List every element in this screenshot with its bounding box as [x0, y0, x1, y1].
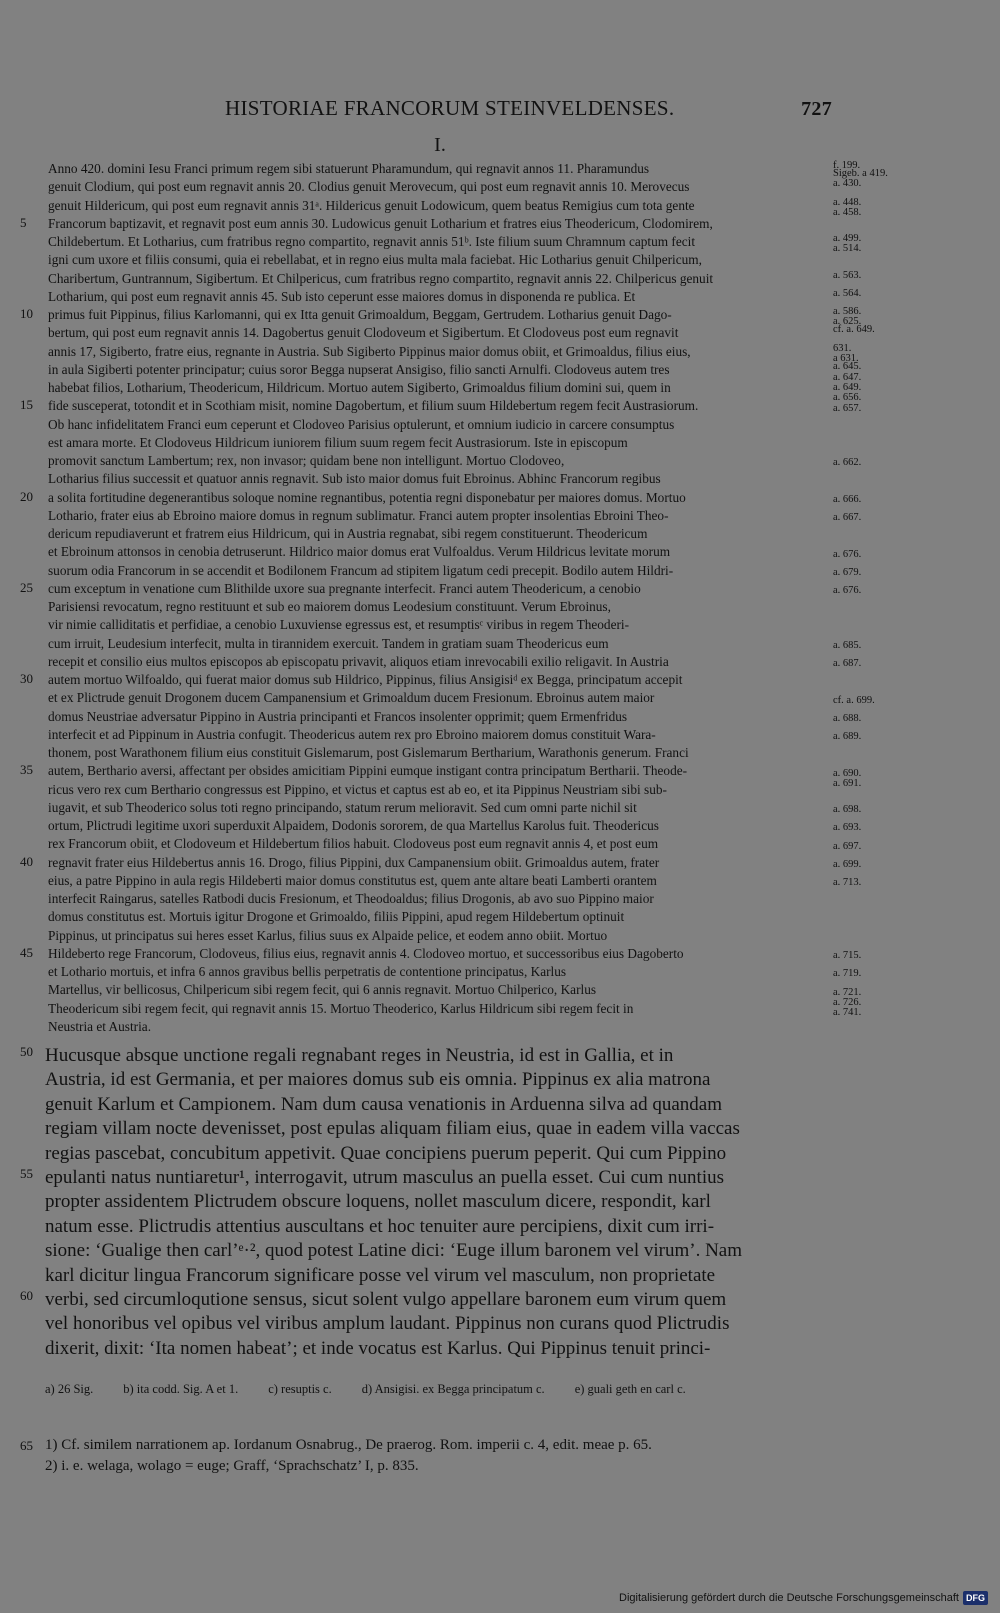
line-number: 55	[20, 1166, 33, 1181]
text-line: sione: ‘Gualige then carl’ᵉ·², quod potest Latine dici: ‘Euge illum baronem vel virum’. Nam	[45, 1240, 743, 1262]
margin-note: a. 699.	[833, 858, 862, 870]
digitization-credit	[619, 1591, 988, 1605]
margin-note: a. 448.	[833, 196, 862, 208]
text-line: genuit Hildericum, qui post eum regnavit annis 31ᵃ. Hildericus genuit Lodowicum, quem beatus Remigius cum tota gente	[48, 197, 695, 213]
line-number: 40	[20, 854, 33, 869]
text-line: interfecit et ad Pippinum in Austria confugit. Theodericus autem rex pro Ebroino maiorem domus constituit Wara-	[48, 726, 656, 742]
running-header	[225, 96, 832, 121]
margin-note: a. 676.	[833, 548, 862, 560]
text-line: domus Neustriae adversatur Pippino in Austria principanti et Francos insolenter opprimit; quem Ermenfridus	[48, 708, 628, 724]
text-line: Lotharium, qui post eum regnavit annis 45. Sub isto ceperunt esse maiores domus in disponenda re publica. Et	[48, 288, 636, 304]
text-line: dericum repudiaverunt et fratrem eius Hildricum, qui in Austria regnabat, sibi regem constituerunt. Theodericum	[48, 526, 648, 541]
margin-note: a. 726.	[833, 996, 862, 1008]
footnote-numeric: 2) i. e. welaga, wolago = euge; Graff, ‘Sprachschatz’ I, p. 835.	[45, 1458, 419, 1474]
margin-note: a. 685.	[833, 639, 862, 651]
margin-note: a. 586.	[833, 306, 862, 317]
text-line: genuit Clodium, qui post eum regnavit annis 20. Clodius genuit Merovecum, qui post eum regnavit annis 10. Merovecus	[48, 179, 690, 195]
text-line: iugavit, et sub Theoderico solus toti regno principando, statum rerum melioravit. Sed cum omni parte nichil sit	[48, 799, 637, 815]
text-line: suorum odia Francorum in se accendit et Bodilonem Francum ad stipitem ligatum cedi precepit. Bodilo autem Hildri-	[48, 562, 674, 578]
text-line: ortum, Plictrudi legitime uxori superduxit Alpaidem, Dodonis sororem, de qua Martellus Karolus fuit. Theodericus	[48, 818, 659, 833]
margin-note: 631.	[833, 342, 852, 354]
page-number: 727	[801, 98, 832, 120]
dfg-logo: DFG	[963, 1591, 988, 1605]
text-line: ricus vero rex cum Berthario congressus est Pippino, et victus et captus est ab eo, et ita Pippinus Neustriam sibi sub-	[48, 781, 667, 797]
margin-note: Sigeb. a 419.	[833, 168, 888, 180]
text-line: Charibertum, Guntrannum, Sigibertum. Et Chilpericus, cum fratribus regno compartito, regnavit annis 22. Chilpericus genuit	[48, 270, 714, 286]
text-line: est amara morte. Et Clodoveus Hildricum iuniorem filium suum regem fecit Austrasiorum. Iste in episcopum	[48, 434, 628, 450]
margin-note: a. 688.	[833, 712, 862, 724]
margin-note: a 631.	[833, 352, 859, 364]
text-line: verbi, sed circumloqutione sensus, sicut solent vulgo appellare baronem eum virum quem	[45, 1288, 727, 1310]
margin-note: a. 676.	[833, 585, 862, 597]
margin-note: a. 679.	[833, 566, 862, 578]
text-line: Francorum baptizavit, et regnavit post eum annis 30. Ludowicus genuit Lotharium et fratres eius Theodericum, Clodomirem,	[48, 215, 713, 231]
margin-note: a. 687.	[833, 658, 862, 670]
text-line: Theodericum sibi regem fecit, qui regnavit annis 15. Mortuo Theoderico, Karlus Hildricum sibi regem fecit in	[48, 1000, 634, 1016]
text-line: propter assidentem Plictrudem obscure loquens, nollet masculum dicere, respondit, karl	[45, 1191, 711, 1213]
line-number: 15	[20, 397, 33, 412]
text-line: a solita fortitudine degenerantibus soloque nomine regnantibus, potentia regni disponebatur per maiores domus. Mortuo	[48, 489, 686, 505]
text-line: et Ebroinum attonsos in cenobia detruserunt. Hildrico maior domus erat Vulfoaldus. Verum Hildricus levitate morum	[48, 544, 671, 560]
footnote-alpha: a) 26 Sig.	[45, 1382, 94, 1396]
text-line: et Lothario mortuis, et infra 6 annos gravibus bellis perpetratis de contentione principatus, Karlus	[48, 964, 567, 979]
margin-note: a. 563.	[833, 269, 862, 281]
text-line: Ob hanc infidelitatem Franci eum ceperunt et Clodoveo Parisius optulerunt, et omnium iudicio in carcere consumptus	[48, 416, 675, 432]
text-line: cum irruit, Leudesium interfecit, multa in tirannidem exercuit. Tandem in gratiam suam Theodericus eum	[48, 635, 609, 651]
margin-note: a. 499.	[833, 233, 862, 244]
text-line: in aula Sigiberti potenter principatur; cuius soror Begga nupserat Ansigiso, filio sancti Arnulfi. Clodoveus autem tres	[48, 361, 670, 377]
text-line: Childebertum. Et Lotharius, cum fratribus regno compartito, regnavit annis 51ᵇ. Iste filium suum Chramnum captum fecit	[48, 234, 696, 249]
text-line: Hildeberto rege Francorum, Clodoveus, filius eius, regnavit annis 4. Clodoveo mortuo, et successoribus eius Dagoberto	[48, 945, 684, 961]
footnote-alpha: e) guali geth en carl c.	[574, 1382, 686, 1396]
line-number: 5	[20, 215, 27, 230]
text-line: promovit sanctum Lambertum; rex, non invasor; quidam bene non intelligunt. Mortuo Clodoveo,	[48, 453, 565, 468]
text-line: Neustria et Austria.	[48, 1018, 152, 1034]
credit-text: Digitalisierung gefördert durch die Deutsche Forschungsgemeinschaft	[619, 1592, 959, 1604]
text-line: habebat filios, Lotharium, Theodericum, Hildricum. Mortuo autem Sigiberto, Grimoaldus filium domini sui, quem in	[48, 380, 671, 395]
margin-note: a. 645.	[833, 360, 862, 372]
margin-note: a. 430.	[833, 178, 862, 190]
margin-note: a. 657.	[833, 402, 862, 414]
text-line: eius, a patre Pippino in aula regis Hildeberti maior domus constitutus est, quem ante altare beati Lamberti orantem	[48, 872, 657, 888]
text-line: regias pascebat, concubitum appetivit. Quae concipiens puerum peperit. Qui cum Pippino	[45, 1142, 727, 1164]
margin-note: a. 666.	[833, 493, 862, 505]
margin-note: cf. a. 699.	[833, 694, 875, 706]
text-line: epulanti natus nuntiaretur¹, interrogavit, utrum masculus an puella esset. Cui cum nuntius	[45, 1166, 724, 1188]
text-line: genuit Karlum et Campionem. Nam dum causa venationis in Arduenna silva ad quandam	[45, 1093, 722, 1115]
text-line: regnavit frater eius Hildebertus annis 16. Drogo, filius Pippini, dux Campanensium obiit. Grimoaldus autem, frater	[48, 854, 660, 870]
margin-note: a. 697.	[833, 840, 862, 852]
line-number: 20	[20, 489, 33, 504]
line-number: 35	[20, 762, 33, 777]
text-line: autem mortuo Wilfoaldo, qui fuerat maior domus sub Hildrico, Pippinus, filius Ansigisiᵈ ex Begga, principatum accepit	[48, 672, 683, 687]
footnote-numeric: 1) Cf. similem narrationem ap. Iordanum Osnabrug., De praerog. Rom. imperii c. 4, edit. meae p. 65.	[45, 1437, 652, 1453]
line-number: 65	[20, 1438, 33, 1453]
margin-note: a. 649.	[833, 381, 862, 393]
margin-note: a. 691.	[833, 777, 862, 789]
margin-note: a. 647.	[833, 371, 862, 383]
margin-note: a. 690.	[833, 767, 862, 779]
footnote-alpha: c) resuptis c.	[268, 1382, 332, 1396]
margin-note: a. 667.	[833, 512, 862, 524]
margin-note: a. 719.	[833, 968, 862, 980]
text-line: cum exceptum in venatione cum Blithilde uxore sua pregnante interfecit. Franci autem Theodericum, a cenobio	[48, 580, 641, 596]
line-number: 50	[20, 1044, 33, 1059]
text-line: dixerit, dixit: ‘Ita nomen habeat’; et inde vocatus est Karlus. Qui Pippinus tenuit princi-	[45, 1337, 711, 1359]
text-line: karl dicitur lingua Francorum significare posse vel virum vel masculum, non proprietate	[45, 1264, 716, 1286]
text-line: autem, Berthario aversi, affectant per obsides amicitiam Pippini eumque instigant contra principatum Bertharii. Theode-	[48, 763, 688, 779]
margin-note: cf. a. 649.	[833, 324, 875, 336]
text-line: Pippinus, ut principatus sui heres esset Karlus, filius suus ex Alpaide pelice, et eodem anno obiit. Mortuo	[48, 927, 608, 943]
text-line: Lotharius filius successit et quatuor annis regnavit. Sub isto maior domus fuit Ebroinus. Abhinc Francorum regibus	[48, 471, 661, 487]
text-line: et ex Plictrude genuit Drogonem ducem Campanensium et Grimoaldum ducem Fresionum. Ebroinus autem maior	[48, 690, 655, 706]
text-line: Anno 420. domini Iesu Franci primum regem sibi statuerunt Pharamundum, qui regnavit annos 11. Pharamundus	[48, 161, 650, 176]
margin-note: a. 693.	[833, 822, 862, 834]
text-line: regiam villam nocte devenisset, post epulas aliquam filiam eius, quae in eadem villa vaccas	[45, 1118, 740, 1140]
margin-note: a. 656.	[833, 391, 862, 403]
text-line: Austria, id est Germania, et per maiores domus sub eis omnia. Pippinus ex alia matrona	[45, 1069, 711, 1091]
text-line: recepit et consilio eius multos episcopos ab episcopatu privavit, aliquos etiam inrevocabili exilio religavit. In Austria	[48, 653, 669, 669]
text-line: Martellus, vir bellicosus, Chilpericum sibi regem fecit, qui 6 annis regnavit. Mortuo Chilperico, Karlus	[48, 982, 597, 998]
running-title: HISTORIAE FRANCORUM STEINVELDENSES.	[225, 96, 675, 120]
text-line: thonem, post Warathonem filium eius constituit Gislemarum, post Gislemarum Bertharium, Warathonis generum. Franci	[48, 745, 689, 760]
text-line: fide susceperat, totondit et in Scothiam misit, nomine Dagobertum, et filium suum Hildebertum regem fecit Austrasiorum.	[48, 398, 699, 414]
margin-note: f. 199.	[833, 160, 861, 171]
text-line: Parisiensi revocatum, regno restituunt et sub eo maiorem domus Leodesium constituunt. Verum Ebroinus,	[48, 599, 611, 614]
chronicle-body	[20, 160, 828, 1036]
margin-note: a. 514.	[833, 243, 862, 255]
text-line: domus constitutus est. Mortuis igitur Drogone et Grimoaldo, filiis Pippini, apud regem Hildebertum optinuit	[48, 909, 625, 925]
margin-note: a. 713.	[833, 877, 862, 889]
line-number: 45	[20, 945, 33, 960]
text-line: Hucusque absque unctione regali regnabant reges in Neustria, id est in Gallia, et in	[45, 1045, 674, 1066]
margin-note: a. 689.	[833, 731, 862, 743]
text-line: interfecit Raingarus, satelles Ratbodi ducis Fresionum, et Theodoaldus; filius Drogonis, ab avo suo Pippino maior	[48, 891, 654, 906]
margin-note: a. 741.	[833, 1006, 862, 1018]
margin-note: a. 662.	[833, 457, 862, 469]
margin-note: a. 625.	[833, 316, 862, 328]
text-line: Lothario, frater eius ab Ebroino maiore domus in regnum sublimatur. Franci autem propter insolentias Ebroini Theo-	[48, 507, 669, 523]
margin-note: a. 564.	[833, 287, 862, 299]
text-line: primus fuit Pippinus, filius Karlomanni, qui ex Itta genuit Grimoaldum, Beggam, Gertrudem. Lotharius genuit Dago-	[48, 307, 672, 322]
footnote-alpha: b) ita codd. Sig. A et 1.	[123, 1382, 239, 1396]
margin-note: a. 721.	[833, 986, 862, 998]
text-line: natum esse. Plictrudis attentius auscultans et hoc tenuiter aure percipiens, dixit cum irri-	[45, 1215, 715, 1237]
text-line: annis 17, Sigiberto, fratre eius, regnante in Austria. Sub Sigiberto Pippinus maior domus obiit, et Grimoaldus, filius eius,	[48, 343, 691, 359]
line-number: 25	[20, 580, 33, 595]
text-line: rex Francorum obiit, et Clodoveum et Hildebertum filios habuit. Clodoveus post eum regnavit annis 4, et post eum	[48, 836, 659, 852]
line-number: 30	[20, 671, 33, 686]
section-title: I.	[434, 134, 446, 156]
narrative-body	[20, 1044, 830, 1361]
critical-apparatus	[45, 1380, 835, 1398]
text-line: igni cum uxore et filiis consumi, quia ei rebellabat, et in regno eius multa mala faciebat. Hic Lotharius genuit Chilpericum,	[48, 252, 702, 268]
line-number: 60	[20, 1288, 33, 1303]
text-line: vir nimie calliditatis et perfidiae, a cenobio Luxuviense egressus est, et resumptisᶜ viribus in regem Theoderi-	[48, 617, 630, 633]
line-number: 10	[20, 306, 33, 321]
explanatory-notes	[20, 1435, 835, 1477]
text-line: bertum, qui post eum regnavit annis 14. Dagobertus genuit Clodoveum et Sigibertum. Et Clodoveus post eum regnavit	[48, 325, 679, 341]
margin-note: a. 715.	[833, 950, 862, 962]
text-line: vel honoribus vel opibus vel viribus amplum laudant. Pippinus non curans quod Plictrudis	[45, 1313, 730, 1335]
margin-note: a. 458.	[833, 206, 862, 218]
margin-note: a. 698.	[833, 804, 862, 816]
footnote-alpha: d) Ansigisi. ex Begga principatum c.	[361, 1382, 545, 1396]
